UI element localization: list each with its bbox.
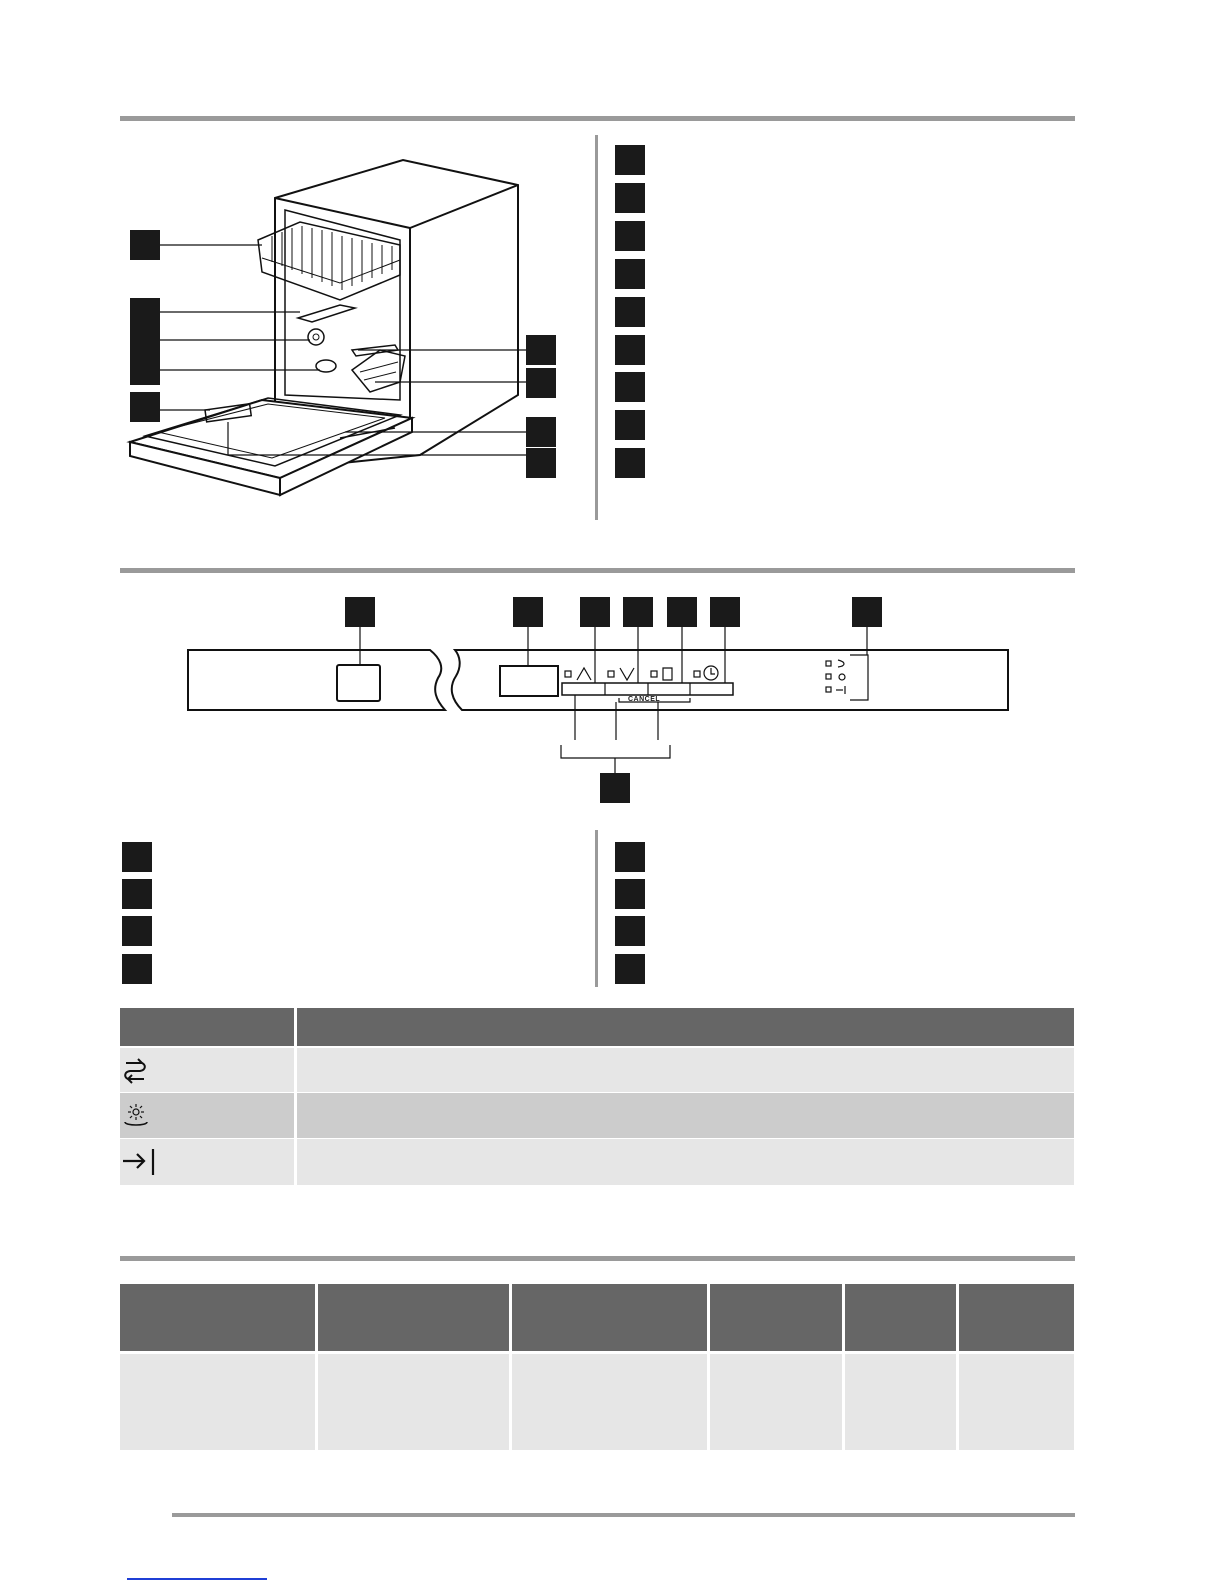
legend-badge xyxy=(122,879,152,909)
footer-link[interactable] xyxy=(127,1578,267,1580)
callout-badge xyxy=(600,773,630,803)
table-row xyxy=(512,1354,707,1450)
legend-badge xyxy=(615,954,645,984)
legend-badge xyxy=(122,954,152,984)
table-row xyxy=(297,1048,1074,1092)
legend-badge xyxy=(615,842,645,872)
table-row xyxy=(710,1354,842,1450)
table-header-cell xyxy=(318,1284,509,1351)
cancel-label: CANCEL xyxy=(628,696,661,703)
table-row xyxy=(297,1093,1074,1138)
table-header-cell xyxy=(512,1284,707,1351)
table-header-cell xyxy=(297,1008,1074,1046)
table-header-cell xyxy=(120,1284,315,1351)
table-row xyxy=(120,1354,315,1450)
section-divider-programmes xyxy=(120,1256,1075,1261)
column-divider xyxy=(595,830,598,987)
table-header-cell xyxy=(845,1284,956,1351)
end-indicator-icon xyxy=(120,1147,156,1177)
table-header-cell xyxy=(959,1284,1074,1351)
footer-divider xyxy=(172,1513,1075,1517)
legend-badge xyxy=(122,842,152,872)
table-row xyxy=(845,1354,956,1450)
legend-badge xyxy=(122,916,152,946)
legend-badge xyxy=(615,879,645,909)
table-row xyxy=(297,1139,1074,1185)
rinse-aid-indicator-icon xyxy=(122,1100,152,1130)
table-row xyxy=(318,1354,509,1450)
table-header-cell xyxy=(120,1008,294,1046)
table-row xyxy=(959,1354,1074,1450)
legend-badge xyxy=(615,916,645,946)
table-header-cell xyxy=(710,1284,842,1351)
salt-indicator-icon xyxy=(120,1055,150,1085)
